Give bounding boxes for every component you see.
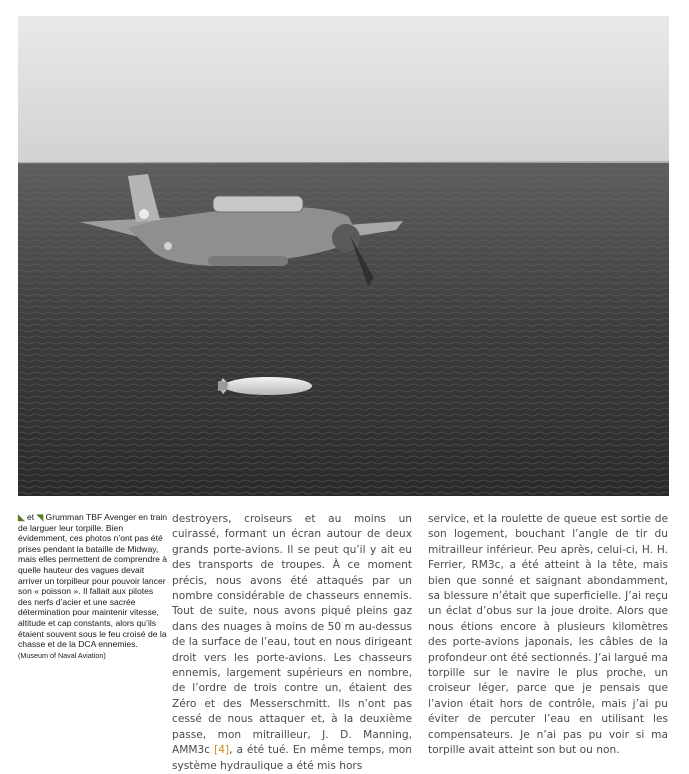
photo-torpedo-bomber xyxy=(18,16,669,496)
caption-marker-right: ◥ xyxy=(36,512,44,522)
caption-source: (Museum of Naval Aviation) xyxy=(18,650,106,660)
caption-text: Grumman TBF Avenger en train de larguer leur torpille. Bien évidemment, ces photos n’ont pas été prises pendant la bataille de Midway, mais elles permettent de comprendre à quelle hauteur des vagues devait arriver un torpilleur pour pouvoir lancer son « poisson ». Il fallait aux pilotes des nerfs d’acier et une sacrée détermination pour maintenir vitesse, altitude et cap constants, alors qu’ils étaient souvent sous le feu croisé de la chasse et de la DCA ennemies. xyxy=(18,512,168,650)
caption-marker-left: ◣ xyxy=(18,512,25,522)
body-column-1 xyxy=(172,512,412,774)
photo-caption xyxy=(18,512,168,661)
column1-text-part2: , a été tué. En même temps, mon système hydraulique a été mis hors xyxy=(172,744,412,772)
caption-marker-join: et xyxy=(24,512,37,522)
column2-text: service, et la roulette de queue est sortie de son logement, bouchant l’angle de tir du mitrailleur inférieur. Peu après, celui-ci, H. H. Ferrier, RM3c, a été atteint à la tête, mais bien que sonné et saignant abondamment, sa blessure n’était que superficielle. J’ai reçu un éclat d’obus sur la joue droite. Alors que nous étions encore à plusieurs kilomètres des porte-avions japonais, les câbles de la profondeur ont été sectionnés. J’ai largué ma torpille sur le navire le plus proche, un croiseur léger, parce que je pensais que l’avion était hors de contrôle, mais j’ai pu éviter de percuter l’eau en utilisant les compensateurs. Je n’ai pas pu voir si ma torpille avait atteint son but ou non. xyxy=(428,513,668,757)
footnote-reference[interactable]: [4] xyxy=(214,744,230,757)
column1-text-part1: destroyers, croiseurs et au moins un cuirassé, formant un écran autour de deux grands porte-avions. Il se peut qu’il y ait eu des transports de troupes. À ce moment précis, nous avons été attaqués par un nombre considérable de chasseurs ennemis. Tout de suite, nous avons piqué pleins gaz dans des nuages à moins de 50 m au-dessus de la surface de l’eau, tout en nous dirigeant droit vers les porte-avions. Les chasseurs ennemis, largement supérieurs en nombre, de l’ordre de trois contre un, étaient des Zéro et des Messerschmitt. Ils n’ont pas cessé de nous attaquer et, à la deuxième passe, mon mitrailleur, J. D. Manning, AMM3c xyxy=(172,513,412,757)
body-column-2 xyxy=(428,512,668,759)
